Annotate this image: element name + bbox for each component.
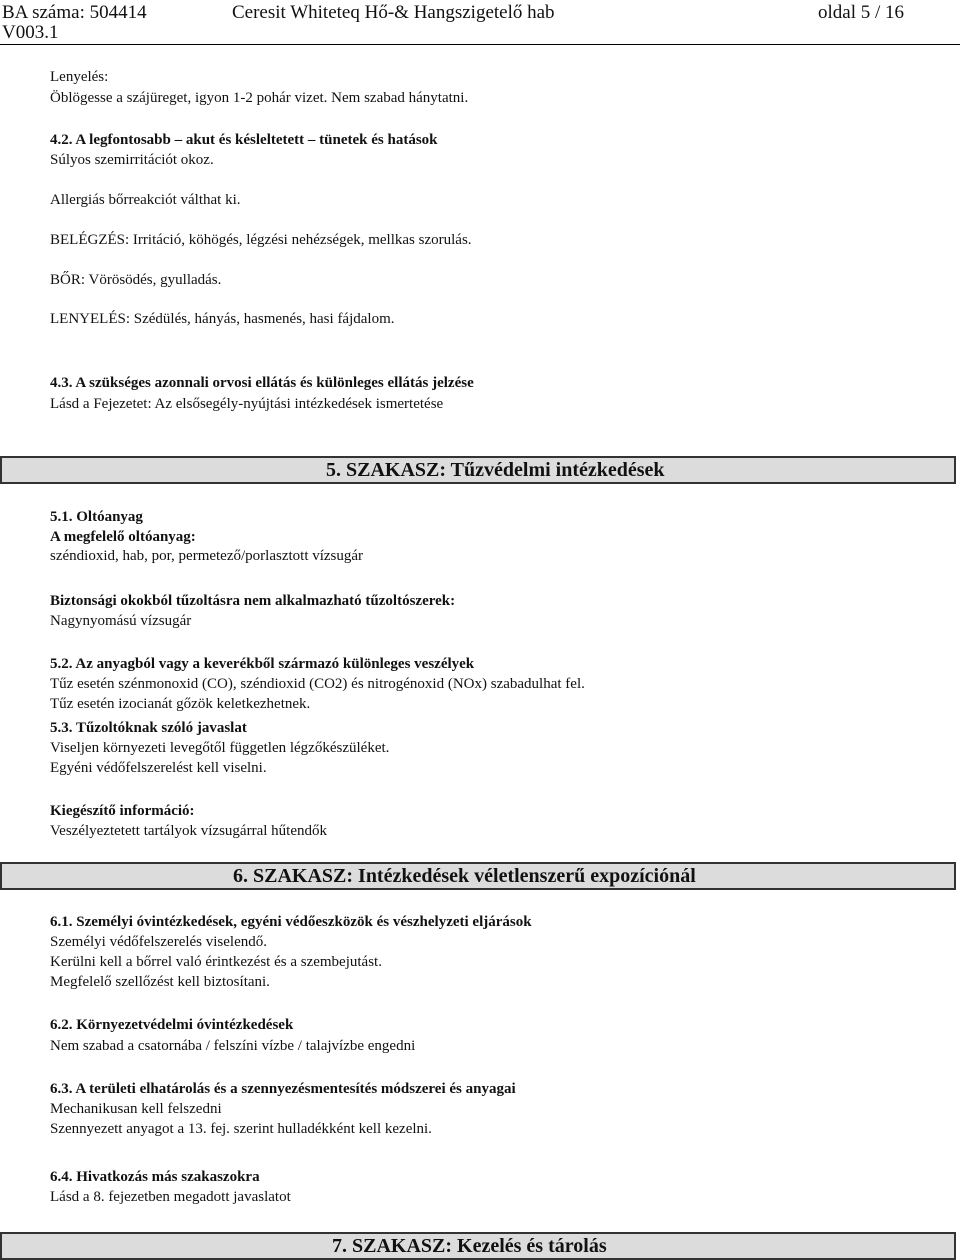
subsection-5-3-title: 5.3. Tűzoltóknak szóló javaslat: [50, 720, 247, 736]
precaution-line: Személyi védőfelszerelés viselendő.: [50, 934, 268, 950]
subsection-4-3-title: 4.3. A szükséges azonnali orvosi ellátás és különleges ellátás jelzése: [50, 375, 474, 391]
unsuitable-media-text: Nagynyomású vízsugár: [50, 613, 192, 629]
hazard-line: Tűz esetén izocianát gőzök keletkezhetnek.: [50, 696, 311, 712]
symptom-line: LENYELÉS: Szédülés, hányás, hasmenés, hasi fájdalom.: [50, 311, 395, 327]
section-6-title: 6. SZAKASZ: Intézkedések véletlenszerű expozíciónál: [233, 865, 696, 887]
symptom-line: Allergiás bőrreakciót válthat ki.: [50, 192, 241, 208]
subsection-6-2-text: Nem szabad a csatornába / felszíni vízbe / talajvízbe engedni: [50, 1038, 416, 1054]
ba-number: BA száma: 504414: [2, 2, 147, 23]
page-number: oldal 5 / 16: [818, 2, 905, 23]
firefighter-advice-line: Egyéni védőfelszerelést kell viselni.: [50, 760, 267, 776]
subsection-4-2-title: 4.2. A legfontosabb – akut és késleltetett – tünetek és hatások: [50, 132, 438, 148]
containment-line: Szennyezett anyagot a 13. fej. szerint hulladékként kell kezelni.: [50, 1121, 432, 1137]
subsection-6-1-title: 6.1. Személyi óvintézkedések, egyéni védőeszközök és vészhelyzeti eljárások: [50, 914, 532, 930]
hazard-line: Tűz esetén szénmonoxid (CO), széndioxid (CO2) és nitrogénoxid (NOx) szabadulhat fel.: [50, 676, 585, 692]
subsection-6-4-title: 6.4. Hivatkozás más szakaszokra: [50, 1169, 260, 1185]
symptom-line: BŐR: Vörösödés, gyulladás.: [50, 272, 222, 288]
subsection-5-1-title: 5.1. Oltóanyag: [50, 509, 143, 525]
suitable-media-title: A megfelelő oltóanyag:: [50, 529, 196, 545]
symptom-line: Súlyos szemirritációt okoz.: [50, 152, 214, 168]
version: V003.1: [2, 22, 59, 43]
firefighter-advice-line: Viseljen környezeti levegőtől független légzőkészüléket.: [50, 740, 390, 756]
subsection-4-3-text: Lásd a Fejezetet: Az elsősegély-nyújtási intézkedések ismertetése: [50, 396, 444, 412]
precaution-line: Megfelelő szellőzést kell biztosítani.: [50, 974, 270, 990]
ingestion-title: Lenyelés:: [50, 69, 109, 85]
containment-line: Mechanikusan kell felszedni: [50, 1101, 222, 1117]
additional-info-title: Kiegészítő információ:: [50, 803, 195, 819]
subsection-6-2-title: 6.2. Környezetvédelmi óvintézkedések: [50, 1017, 294, 1033]
section-7-title: 7. SZAKASZ: Kezelés és tárolás: [332, 1235, 607, 1257]
subsection-6-4-text: Lásd a 8. fejezetben megadott javaslatot: [50, 1189, 291, 1205]
subsection-5-2-title: 5.2. Az anyagból vagy a keverékből származó különleges veszélyek: [50, 656, 475, 672]
unsuitable-media-title: Biztonsági okokból tűzoltásra nem alkalmazható tűzoltószerek:: [50, 593, 456, 609]
precaution-line: Kerülni kell a bőrrel való érintkezést és a szembejutást.: [50, 954, 382, 970]
additional-info-text: Veszélyeztetett tartályok vízsugárral hűtendők: [50, 823, 327, 839]
product-name: Ceresit Whiteteq Hő-& Hangszigetelő hab: [232, 2, 555, 23]
suitable-media-text: széndioxid, hab, por, permetező/porlasztott vízsugár: [50, 548, 364, 564]
subsection-6-3-title: 6.3. A területi elhatárolás és a szennyezésmentesítés módszerei és anyagai: [50, 1081, 516, 1097]
page-header: [0, 0, 960, 45]
symptom-line: BELÉGZÉS: Irritáció, köhögés, légzési nehézségek, mellkas szorulás.: [50, 232, 472, 248]
section-5-title: 5. SZAKASZ: Tűzvédelmi intézkedések: [326, 459, 665, 481]
ingestion-text: Öblögesse a szájüreget, igyon 1-2 pohár vizet. Nem szabad hánytatni.: [50, 90, 469, 106]
